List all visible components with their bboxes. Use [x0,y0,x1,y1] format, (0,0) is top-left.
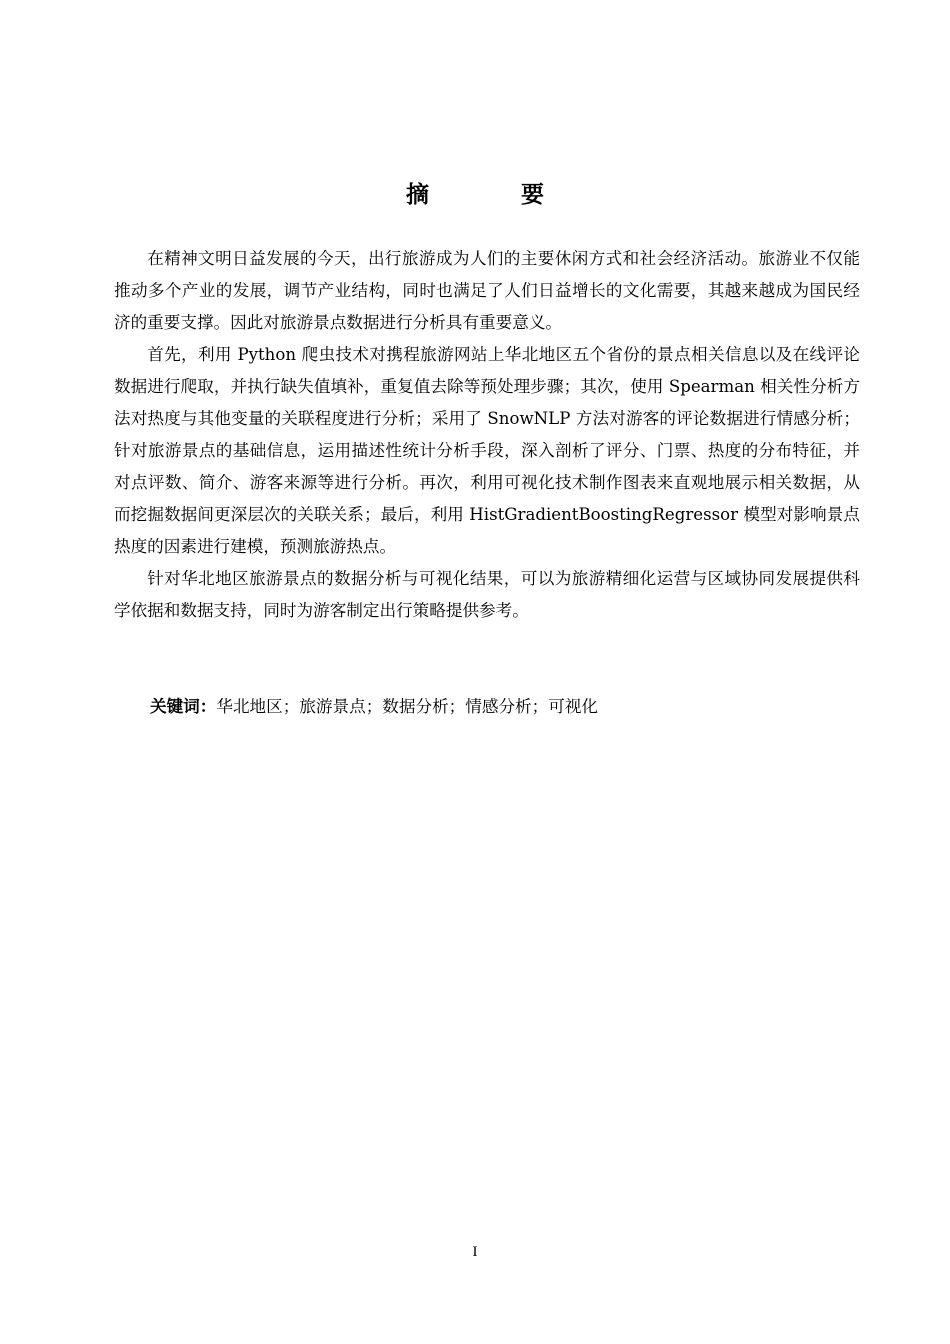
page-number: I [472,1244,478,1260]
abstract-paragraph: 在精神文明日益发展的今天，出行旅游成为人们的主要休闲方式和社会经济活动。旅游业不仅能推动多个产业的发展，调节产业结构，同时也满足了人们日益增长的文化需要，其越来越成为国民经济的重要支撑。因此对旅游景点数据进行分析具有重要意义。 [114,249,860,332]
abstract-paragraph: 首先，利用 Python 爬虫技术对携程旅游网站上华北地区五个省份的景点相关信息以及在线评论数据进行爬取，并执行缺失值填补，重复值去除等预处理步骤；其次，使用 Spearman 相关性分析方法对热度与其他变量的关联程度进行分析；采用了 SnowNLP 方法对游客的评论数据进行情感分析；针对旅游景点的基础信息，运用描述性统计分析手段，深入剖析了评分、门票、热度的分布特征，并对点评数、简介、游客来源等进行分析。再次，利用可视化技术制作图表来直观地展示相关数据，从而挖掘数据间更深层次的关联关系；最后，利用 HistGradientBoostingRegressor 模型对影响景点热度的因素进行建模，预测旅游热点。 [114,345,860,556]
keywords-label: 关键词： [150,696,217,716]
abstract-body [114,243,860,627]
keywords-line [150,690,598,723]
keywords-text: 华北地区；旅游景点；数据分析；情感分析；可视化 [216,697,599,716]
page-title: 摘 要 [405,181,586,208]
abstract-paragraph: 针对华北地区旅游景点的数据分析与可视化结果，可以为旅游精细化运营与区域协同发展提供科学依据和数据支持，同时为游客制定出行策略提供参考。 [114,569,860,620]
